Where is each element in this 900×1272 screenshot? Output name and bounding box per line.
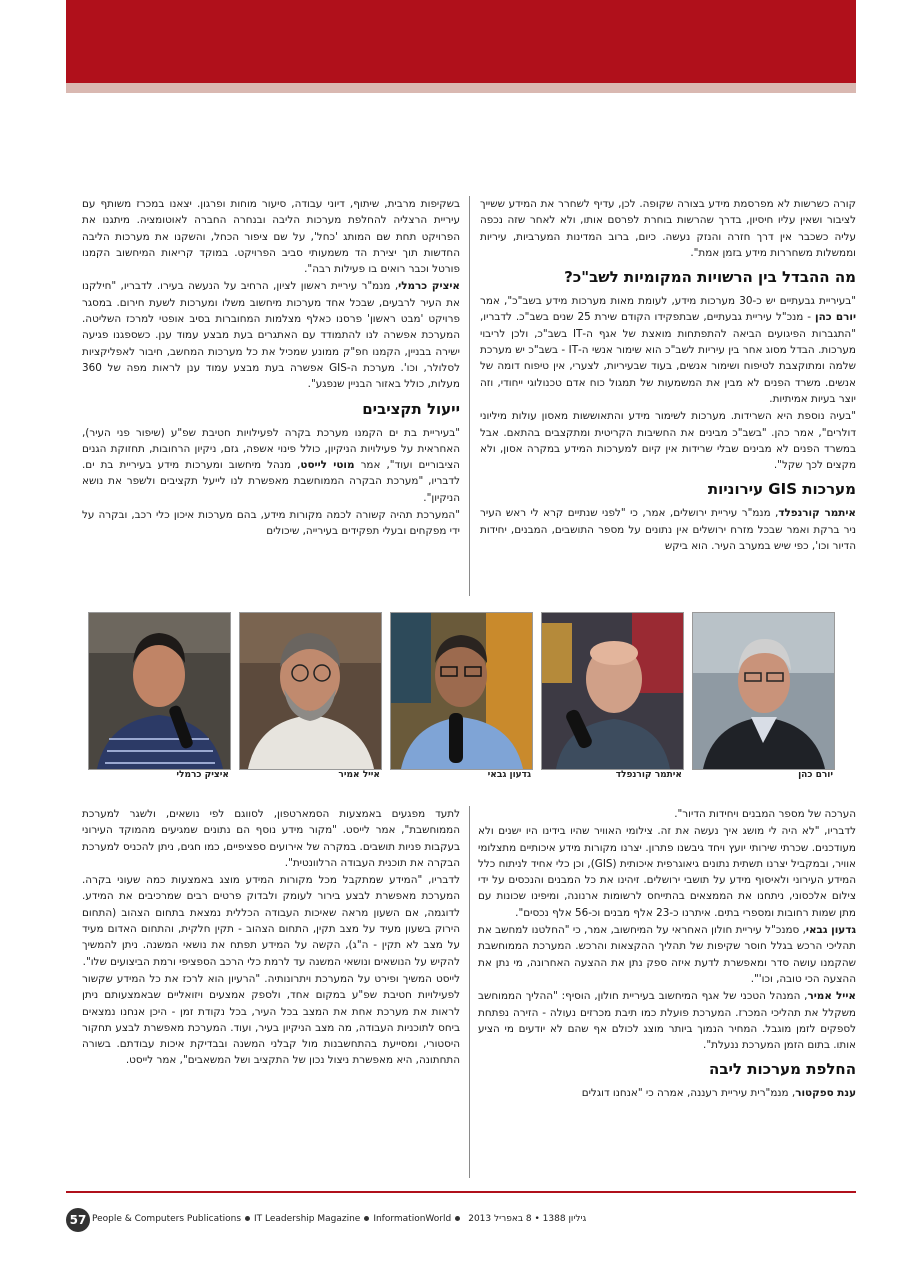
paragraph: לדבריו, "לא היה לי מושג איך נעשה את זה. צילומי האוויר שהיו בידינו היו ישנים ולא מעודכנים. שכרתי שירותי יועץ ויחד גיבשנו פתרון. יצרנו מקורות מידע איכותיים מתצלומי אוויר, ובמקביל יצרנו תשתית נתונים גיאוגרפית איכותית (GIS), וכן כלי אחיד לניתוח כלל המידע העירוני ולאיסוף מידע על תושבי ירושלים. זיהינו את כל המבנים והנכסים על ידי צילום אלכסוני, ניתחנו את הממצאים בהתייחס לרשומות ארנונה, ומיפינו שכונות עם מתן שמות רחובות ומספרי בתים. איתרנו כ-23 אלף מבנים וכ-56 אלף נכסים". [478,825,856,919]
article-column-lower-right [478,806,856,1186]
speaker-name: איציק כרמלי [398,280,460,293]
photo-caption: איציק כרמלי [176,770,229,780]
photo-caption: יורם כהן [798,770,833,780]
section-heading: מה ההבדל בין הרשויות המקומיות לשב"כ? [564,268,856,287]
article-column-upper-left [82,196,460,596]
paragraph: הערכה של מספר המבנים ויחידות הדיור". [674,808,856,820]
photo-caption: גדעון גבאי [487,770,531,780]
paragraph: איציק כרמלי, מנמ"ר עיריית ראשון לציון, הרחיב על הנעשה בעירו. לדבריו, "חילקנו את העיר לרבעים, שבכל אחד מערכות מיחשוב משלו ומערכות לשעת חירום. במסגר פרויקט 'מבט ראשון' פרסנו כאלף מצלמות המחוברות בסיב אופטי למרכז השליטה. המערכת אפשרה לנו להתמודד עם האתגרים בעת מבצע עמוד ענן. כשספגנו פגיעה ישירה בבניין, הקמנו חפ"ק ממונע שמכיל את כל מערכות המחשב, חיבור לאפליקציות לסלולר, וכו'. מערכת ה-GIS אפשרה בעת מבצע עמוד ענן לראות מפה של 360 מעלות, כולל באזור הבניין שנפגע". [82,280,460,391]
portrait-photo [692,612,835,770]
paragraph: איתמר קורנפלד, מנמ"ר עיריית ירושלים, אמר, כי "לפני שנתיים קרא לי ראש העיר ניר ברקת ואמר שבכל מזרח ירושלים אין נתונים על מספר התושבים, המבנים, יחידות הדיור וכו', כפי שיש במערב העיר. הוא ביקש [480,507,856,553]
footer-text [92,1214,586,1224]
paragraph: אייל אמיר, המנהל הטכני של אגף המיחשוב בעיריית חולון, הוסיף: "ההליך הממוחשב משקלל את תהליכי המכרז. המערכת פועלת כמו תיבת מכרזים נעולה - הזירה נפתחת לספקים לזמן מוגבל. המחיר הנמוך ביותר מוצג לכולם אף שהם לא יודעים מי הציע אותו. בתום הזמן המערכת ננעלת". [478,990,856,1052]
paragraph: בשקיפות מרבית, שיתוף, דיוני עבודה, סיעור מוחות ופרגון. יצאנו במכרז משותף עם עיריית הרצליה להחלפת מערכות הליבה ובנחרה החברה לאוטומציה. מיתגנו את הפרויקט תחת שם המותג 'כחל', על שם ציפור הכחל, והשקנו את מערכות הליבה החדשות תוך יצירת הד משמעותי סביב הפרויקט. במוקד קריאות המיחשוב הקמנו פורטל וכבר רואים בו פעילות רבה". [82,198,460,276]
paragraph: "בעיה נוספת היא השרידות. מערכות לשימור מידע והתאוששות מאסון עולות מיליוני דולרים", אמר כהן. "בשב"כ מבינים את החשיבות הקריטית ומתקצבים בהתאם. אבל במשרד הפנים לא מבינים שבלי שרידות אין קיום למערכות המידע במקרה אסון, ולא מקצים לכך שקל". [480,410,856,472]
column-divider [469,196,470,596]
paragraph: גדעון גבאי, סמנכ"ל עיריית חולון האחראי על המיחשוב, אמר, כי "החלטנו למחשב את תהליכי הרכש בגלל חוסר שקיפות של תהליך ההקצאות והרכש. המערכת הממוחשבת שהקמנו עושה סדר ומאפשרת לדעת איזה ספק נתן את ההצעה האחרונה, מי נתן את ההצעה הכי טובה, וכו'". [478,924,856,985]
speaker-name: גדעון גבאי [805,924,856,937]
photo-caption: אייל אמיר [338,770,380,780]
footer-rule [66,1191,856,1193]
bullet-icon [245,1216,250,1221]
speaker-name: אייל אמיר [807,990,856,1003]
section-heading: מערכות GIS עירוניות [707,480,856,499]
section-heading: החלפת מערכות ליבה [709,1060,856,1079]
header-stripe [66,83,856,93]
paragraph: לייסט המשיך ופירט על המערכת ויתרונותיה. "הרעיון הוא לרכז את כל המידע שקשור לפעילויות חטיבת שפ"ע במקום אחד, ולספק אמצעים ויזואליים שבאמצעותם ניתן לראות את מערכת אחת את המצב בכל העיר, בכל נקודת זמן - היכן אנחנו נמצאים ביחס לתוכניות העבודה, מה מצב הניקיון בעיר, ועוד. המערכת מאפשרת לבצע תחקור היסטורי, ומסייעת בהתחשבנות מול קבלני המשנה ובבדיקת איכות עבודתם. בשורה התחתונה, היא מאפשרת ניצול נכון של התקציב ושל המשאבים", אמר לייסט. [82,972,460,1067]
paragraph: ענת ספקטור, מנמ"רית עיריית רעננה, אמרה כי "אנחנו דוגלים [581,1087,856,1100]
paragraph: "המערכת תהיה קשורה לכמה מקורות מידע, בהם מערכות איכון כלי רכב, ובקרה על ידי מפקחים ובעלי תפקידים בעירייה, שיכולים [82,509,460,538]
speaker-name: מוטי לייסט [300,459,355,472]
column-divider [469,806,470,1178]
portrait-photo [390,612,533,770]
speaker-name: איתמר קורנפלד [778,507,856,520]
paragraph: לתעד מפגעים באמצעות הסמארטפון, לסווגם לפי נושאים, ולשגר למערכת הממוחשבת", אמר לייסט. "מקור מידע נוסף הם נתונים שמגיעים מהמוקד העירוני בעקבות פניות תושבים. במקרה של אירועים ספציפיים, כמו חגים, ניתן להכניס למערכת הבקרה את תוכנית העבודה הרלוונטית". [82,808,460,869]
issue-info: גיליון 1388 • 8 באפריל 2013 [468,1214,587,1224]
bullet-icon [455,1216,460,1221]
portrait-photo [541,612,684,770]
section-heading: ייעול תקציבים [362,399,460,418]
paragraph: "בעיריית גבעתיים יש כ-30 מערכות מידע, לעומת מאות מערכות מידע בשב"כ", אמר יורם כהן - מנכ"ל עיריית גבעתיים, שבתפקידו הקודם שירת 25 שנים בשב"כ. לדבריו, "התגברות הפיגועים הביאה להתפתחות מואצת של אגף ה-IT בשב"כ, ולכן לריבוי מערכות. הבדל מסוג אחר בין עיריות לשב"כ הוא שימור אנשי ה-IT - בשב"כ יש מערכת שלמה ומתוקצבת לטיפוח ושימור אנשים, בעוד שבעיריות, לצערי, אין טיפוח דומה של אנשים. משרד הפנים לא מבין את המשמעות של תמגול כוח אדם טכנולוגי ייחודי, וזה יוצר בעיות אמיתיות. [480,295,856,405]
publisher-name: People & Computers Publications [92,1214,242,1224]
page-number: 57 [66,1208,90,1232]
magazine-name: IT Leadership Magazine [254,1214,361,1224]
photo-strip [88,612,836,782]
article-column-lower-left [82,806,460,1186]
bullet-icon [364,1216,369,1221]
page-footer [66,1208,856,1234]
portrait-photo [239,612,382,770]
paragraph: לדבריו, "המידע שמתקבל מכל מקורות המידע מוצג באמצעות כמה שעוני בקרה. המערכת מאפשרת לבצע בירור לעומק ולבדוק פרטים רבים שמרכיבים את המידע. לדוגמה, אם השעון מראה שאיכות העבודה הכללית נמצאת בתחום הצהוב (התחום הירוק בשעון מעיד על מצב תקין, התחום הצהוב - תקין חלקית, והתחום האדום מעיד על מצב לא תקין - ה"ג), הקשה על המידע תפתח את נושאי המשנה. ניתן להמשיך להקיש על הנושאים ונושאי המשנה עד לרמת כלי הרכב הספציפי ורמת הביצועים שלו". [82,874,460,968]
speaker-name: ענת ספקטור [795,1087,856,1100]
portrait-photo [88,612,231,770]
article-column-upper-right [480,196,856,596]
paragraph: קורה כשרשות לא מפרסמת מידע בצורה שקופה. לכן, עדיף לשחרר את המידע ששייך לציבור ושאין עליו חיסיון, בדרך שהרשות בוחרת לפרסם אותו, ולא לאחר שזה נכפה עליה כשכבר אין דרך חזרה והנזק נעשה. כיום, ברוב המדינות המערביות, עיריות וממשלות משחררות מידע בזמן אמת". [480,198,856,259]
header-red-band [66,0,856,83]
paragraph: "בעיריית בת ים הקמנו מערכת בקרה לפעילויות חטיבת שפ"ע (שיפור פני העיר), האחראית על פעילויות הניקיון, כולל פינוי אשפה, גזם, ניקיון הרחובות, תחזוקת הגנים הציבוריים ועוד", אמר מוטי לייסט, מנהל מיחשוב ומערכות מידע בעיריית בת ים. לדבריו, "מערכת הבקרה הממוחשבת מאפשרת לנו לייעל תקציבים ולשפר את נושא הניקיון". [82,426,460,504]
site-name: InformationWorld [373,1214,452,1224]
photo-caption: איתמר קורנפלד [615,770,682,780]
speaker-name: יורם כהן [815,311,856,324]
